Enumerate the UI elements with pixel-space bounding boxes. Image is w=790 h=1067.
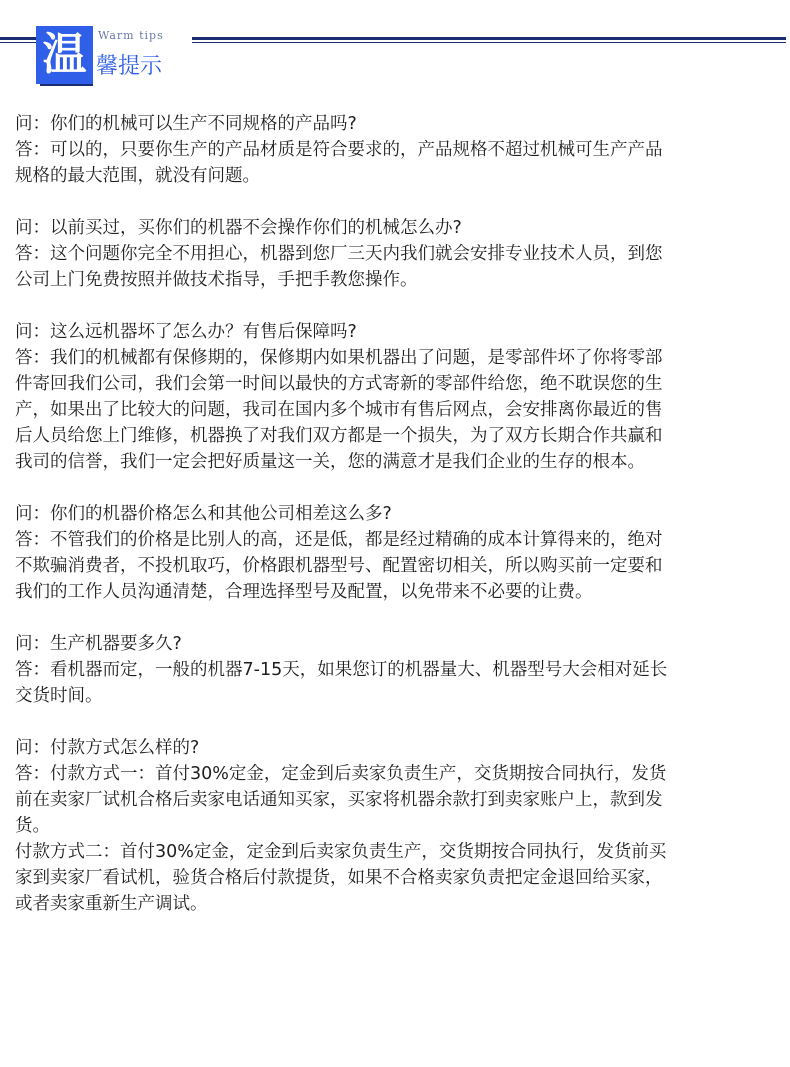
faq-separator bbox=[15, 475, 780, 501]
faq-separator bbox=[15, 189, 780, 215]
faq-answer-line: 答：付款方式一：首付30%定金，定金到后卖家负责生产，交货期按合同执行，发货 bbox=[15, 764, 667, 784]
faq-answer-line: 规格的最大范围，就没有问题。 bbox=[15, 166, 260, 186]
faq-answer-line: 公司上门免费按照并做技术指导，手把手教您操作。 bbox=[15, 270, 418, 290]
faq-question: 问：生产机器要多久? bbox=[15, 634, 182, 654]
faq-answer-line: 不欺骗消费者，不投机取巧，价格跟机器型号、配置密切相关，所以购买前一定要和 bbox=[15, 556, 663, 576]
faq-answer-line: 答：看机器而定，一般的机器7-15天，如果您订的机器量大、机器型号大会相对延长 bbox=[15, 660, 668, 680]
faq-answer-line: 付款方式二：首付30%定金，定金到后卖家负责生产，交货期按合同执行，发货前买 bbox=[15, 842, 667, 862]
faq-answer-line: 前在卖家厂试机合格后卖家电话通知买家，买家将机器余款打到卖家账户上，款到发 bbox=[15, 790, 663, 810]
faq-answer-line: 答：可以的，只要你生产的产品材质是符合要求的，产品规格不超过机械可生产产品 bbox=[15, 140, 663, 160]
faq-separator bbox=[15, 293, 780, 319]
faq-question: 问：你们的机器价格怎么和其他公司相差这么多? bbox=[15, 504, 392, 524]
faq-answer-line: 答：我们的机械都有保修期的，保修期内如果机器出了问题，是零部件坏了你将零部 bbox=[15, 348, 663, 368]
faq-answer-line: 交货时间。 bbox=[15, 686, 103, 706]
faq-answer-line: 我司的信誉，我们一定会把好质量这一关，您的满意才是我们企业的生存的根本。 bbox=[15, 452, 645, 472]
faq-answer-line: 家到卖家厂看试机，验货合格后付款提货，如果不合格卖家负责把定金退回给买家， bbox=[15, 868, 663, 888]
faq-item bbox=[15, 631, 780, 709]
faq-item bbox=[15, 215, 780, 293]
faq-answer-line: 产，如果出了比较大的问题，我司在国内多个城市有售后网点，会安排离你最近的售 bbox=[15, 400, 663, 420]
faq-separator bbox=[15, 605, 780, 631]
faq-answer-line: 答：不管我们的价格是比别人的高，还是低，都是经过精确的成本计算得来的，绝对 bbox=[15, 530, 663, 550]
faq-answer-line: 或者卖家重新生产调试。 bbox=[15, 894, 208, 914]
faq-question: 问：付款方式怎么样的? bbox=[15, 738, 200, 758]
faq-answer-line: 答：这个问题你完全不用担心，机器到您厂三天内我们就会安排专业技术人员，到您 bbox=[15, 244, 663, 264]
faq-answer-line: 后人员给您上门维修，机器换了对我们双方都是一个损失，为了双方长期合作共赢和 bbox=[15, 426, 663, 446]
faq-question: 问：以前买过，买你们的机器不会操作你们的机械怎么办? bbox=[15, 218, 462, 238]
warm-tips-header bbox=[0, 0, 790, 90]
faq-answer-line: 货。 bbox=[15, 816, 50, 836]
faq-item bbox=[15, 501, 780, 605]
faq-item bbox=[15, 111, 780, 189]
header-rule-left bbox=[0, 37, 36, 43]
header-rule-right bbox=[192, 37, 786, 43]
faq-answer-line: 件寄回我们公司，我们会第一时间以最快的方式寄新的零部件给您，绝不耽误您的生 bbox=[15, 374, 663, 394]
faq-question: 问：你们的机械可以生产不同规格的产品吗? bbox=[15, 114, 357, 134]
faq-question: 问：这么远机器坏了怎么办？有售后保障吗? bbox=[15, 322, 357, 342]
faq-separator bbox=[15, 709, 780, 735]
logo-badge: 温 bbox=[36, 26, 93, 84]
faq-item bbox=[15, 319, 780, 475]
faq-item bbox=[15, 735, 780, 917]
header-tagline: Warm tips bbox=[98, 29, 164, 42]
header-title: 馨提示 bbox=[96, 54, 163, 79]
faq-list bbox=[15, 111, 780, 917]
faq-answer-line: 我们的工作人员沟通清楚，合理选择型号及配置，以免带来不必要的让费。 bbox=[15, 582, 593, 602]
